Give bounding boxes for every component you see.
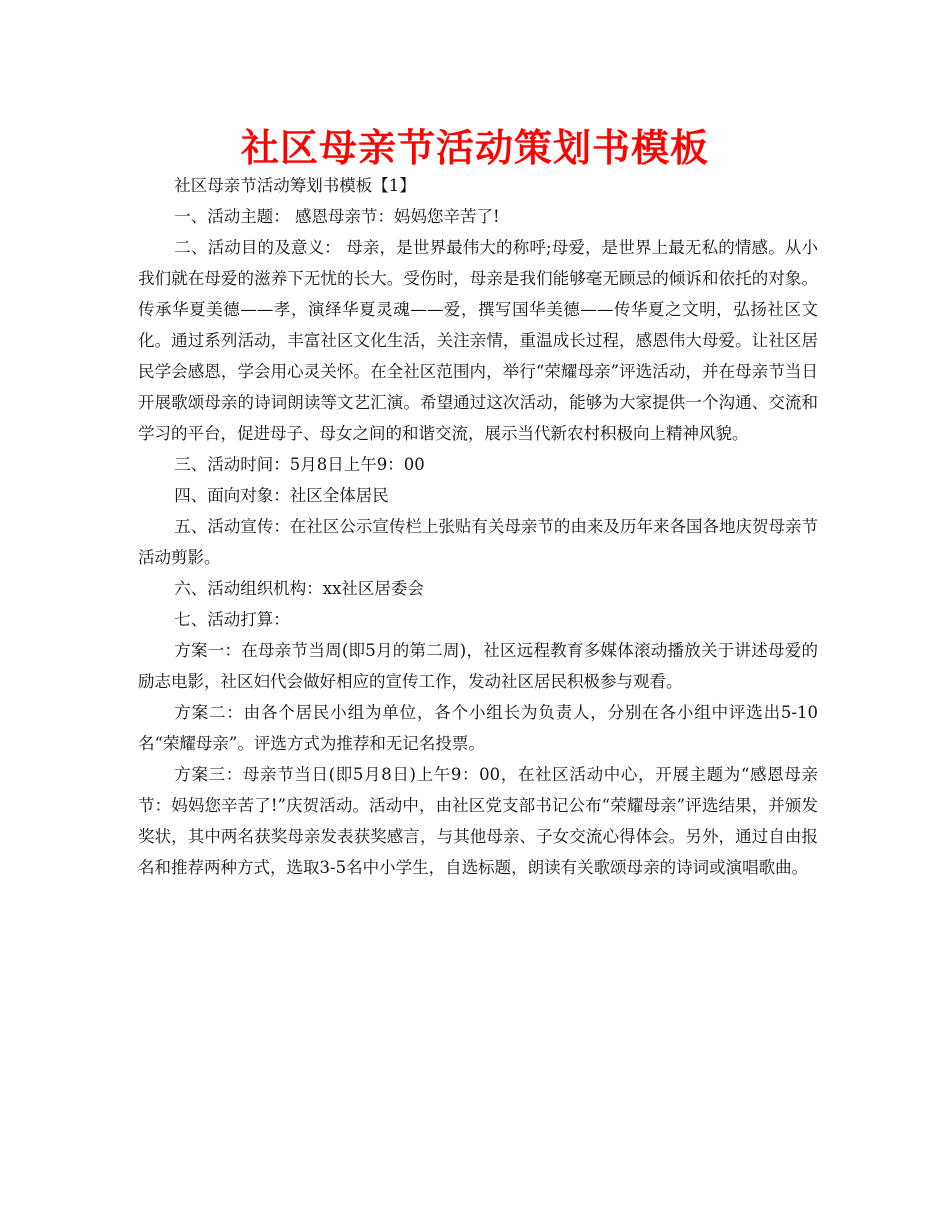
organizer-paragraph: 六、活动组织机构：xx社区居委会 [174, 579, 424, 598]
publicity-paragraph: 五、活动宣传：在社区公示宣传栏上张贴有关母亲节的由来及历年来各国各地庆贺母亲节活动剪影。 [138, 517, 818, 567]
document-body [138, 170, 818, 883]
document-title: 社区母亲节活动策划书模板 [240, 125, 709, 170]
audience-paragraph: 四、面向对象：社区全体居民 [174, 486, 389, 505]
theme-paragraph: 一、活动主题： 感恩母亲节：妈妈您辛苦了! [174, 207, 500, 226]
plan-one-paragraph: 方案一：在母亲节当周(即5月的第二周)，社区远程教育多媒体滚动播放关于讲述母爱的励志电影，社区妇代会做好相应的宣传工作，发动社区居民积极参与观看。 [138, 641, 818, 691]
plan-heading-paragraph: 七、活动打算： [174, 610, 290, 629]
purpose-paragraph: 二、活动目的及意义： 母亲，是世界最伟大的称呼;母爱，是世界上最无私的情感。从小我们就在母爱的滋养下无忧的长大。受伤时，母亲是我们能够毫无顾忌的倾诉和依托的对象。传承华夏美德——孝，演绎华夏灵魂——爱，撰写国华美德——传华夏之文明，弘扬社区文化。通过系列活动，丰富社区文化生活，关注亲情，重温成长过程，感恩伟大母爱。让社区居民学会感恩，学会用心灵关怀。在全社区范围内，举行“荣耀母亲”评选活动，并在母亲节当日开展歌颂母亲的诗词朗读等文艺汇演。希望通过这次活动，能够为大家提供一个沟通、交流和学习的平台，促进母子、母女之间的和谐交流，展示当代新农村积极向上精神风貌。 [138, 238, 818, 443]
plan-two-paragraph: 方案二：由各个居民小组为单位，各个小组长为负责人，分别在各小组中评选出5-10名“荣耀母亲”。评选方式为推荐和无记名投票。 [138, 703, 818, 753]
subtitle-paragraph: 社区母亲节活动筹划书模板【1】 [174, 176, 416, 195]
time-paragraph: 三、活动时间：5月8日上午9：00 [174, 455, 425, 474]
plan-three-paragraph: 方案三：母亲节当日(即5月8日)上午9：00，在社区活动中心，开展主题为“感恩母亲节：妈妈您辛苦了!”庆贺活动。活动中，由社区党支部书记公布“荣耀母亲”评选结果，并颁发奖状，其中两名获奖母亲发表获奖感言，与其他母亲、子女交流心得体会。另外，通过自由报名和推荐两种方式，选取3-5名中小学生，自选标题，朗读有关歌颂母亲的诗词或演唱歌曲。 [138, 765, 818, 877]
